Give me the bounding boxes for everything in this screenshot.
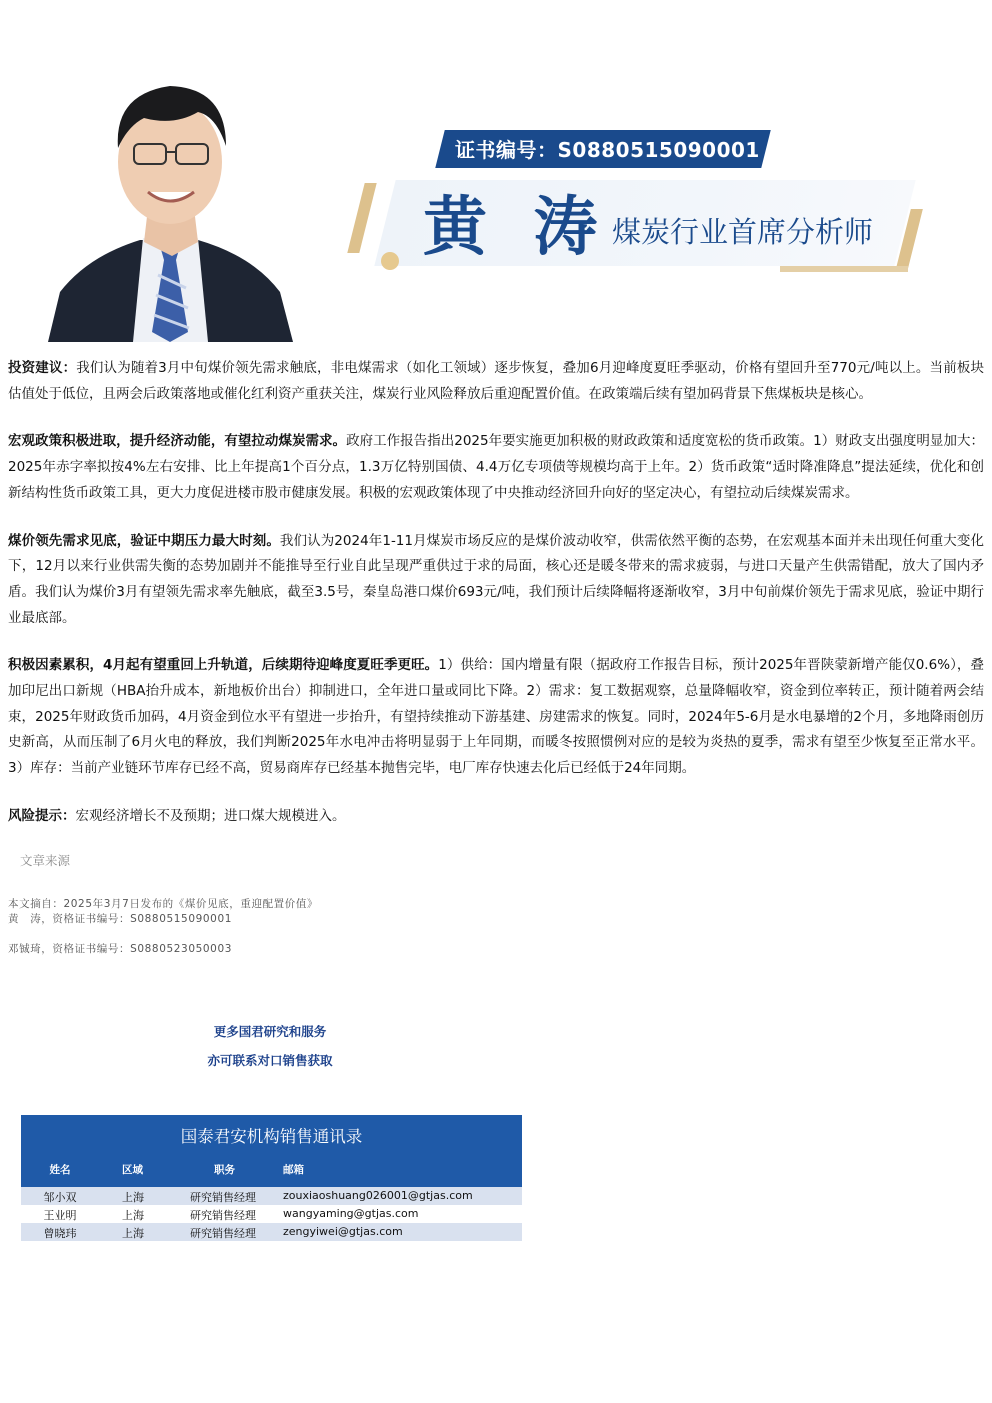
cell-position: 研究销售经理 xyxy=(190,1209,256,1222)
gold-accent-left xyxy=(347,183,376,253)
analyst-name: 黄 涛 xyxy=(423,190,610,265)
paragraph-lead: 风险提示： xyxy=(8,807,76,824)
cell-name: 邹小双 xyxy=(43,1191,77,1204)
analyst-banner xyxy=(0,0,992,345)
cell-region: 上海 xyxy=(122,1227,144,1240)
paragraph-text: 我们认为2024年1-11月煤炭市场反应的是煤价波动收窄，供需依然平衡的态势，在宏观基本面并未出现任何重大变化下，12月以来行业供需失衡的态势加剧并不能推导至行业自此呈现严重供过于求的局面，核心还是暖冬带来的需求疲弱，与进口天量产生供需错配，放大了国内矛盾。我们认为煤价3月有望领先需求率先触底，截至3.5号，秦皇岛港口煤价693元/吨，我们预计后续降幅将逐渐收窄，3月中旬前煤价领先于需求见底，验证中期行业最底部。 xyxy=(8,532,985,626)
paragraph-lead: 宏观政策积极进取，提升经济动能，有望拉动煤炭需求。 xyxy=(8,433,347,450)
cell-position: 研究销售经理 xyxy=(190,1191,256,1204)
table-row xyxy=(21,1223,522,1241)
table-header xyxy=(21,1115,522,1187)
column-header-email: 邮箱 xyxy=(283,1164,304,1176)
sales-directory-table xyxy=(21,1115,522,1241)
paragraph-text: 宏观经济增长不及预期；进口煤大规模进入。 xyxy=(75,807,346,824)
paragraph-text: 1）供给：国内增量有限（据政府工作报告目标，预计2025年晋陕蒙新增产能仅0.6%），叠加印尼出口新规（HBA抬升成本，新地板价出台）抑制进口，全年进口量或同比下降。2）需求：复工数据观察，总量降幅收窄，资金到位率转正，预计随着两会结束，2025年财政货币加码，4月资金到位水平有望进一步抬升，有望持续推动下游基建、房建需求的恢复。同时，2024年5-6月是水电暴增的2个月，多地降雨创历史新高，从而压制了6月火电的释放，我们判断2025年水电冲击将明显弱于上年同期，而暖冬按照惯例对应的是较为炎热的夏季，需求有望至少恢复至正常水平。3）库存：当前产业链环节库存已经不高，贸易商库存已经基本抛售完毕，电厂库存快速去化后已经低于24年同期。 xyxy=(8,657,984,777)
paragraph-price-bottom xyxy=(8,529,984,632)
source-analyst-1: 黄 涛，资格证书编号：S0880515090001 xyxy=(8,913,233,925)
cell-region: 上海 xyxy=(122,1209,144,1222)
paragraph-risk-warning xyxy=(8,804,984,830)
cell-region: 上海 xyxy=(122,1191,144,1204)
cell-email[interactable]: zengyiwei@gtjas.com xyxy=(283,1225,403,1238)
cell-name: 王业明 xyxy=(43,1209,77,1222)
cert-number: 证书编号：S0880515090001 xyxy=(455,138,760,162)
source-excerpt: 本文摘自：2025年3月7日发布的《煤价见底，重迎配置价值》 xyxy=(8,898,319,910)
column-header-region: 区域 xyxy=(122,1164,143,1176)
paragraph-positive-factors xyxy=(8,653,984,782)
cell-position: 研究销售经理 xyxy=(190,1227,256,1240)
table-row xyxy=(21,1205,522,1223)
paragraph-lead: 投资建议： xyxy=(8,360,77,376)
table-title: 国泰君安机构销售通讯录 xyxy=(180,1127,363,1146)
column-header-name: 姓名 xyxy=(49,1164,71,1176)
paragraph-lead: 积极因素累积，4月起有望重回上升轨道，后续期待迎峰度夏旺季更旺。 xyxy=(8,657,439,674)
paragraph-lead: 煤价领先需求见底，验证中期压力最大时刻。 xyxy=(8,532,280,549)
paragraph-investment-advice xyxy=(8,356,984,407)
contact-line-1: 更多国君研究和服务 xyxy=(213,1024,327,1039)
contact-line-2: 亦可联系对口销售获取 xyxy=(207,1053,333,1068)
paragraph-text: 政府工作报告指出2025年要实施更加积极的财政政策和适度宽松的货币政策。1）财政支出强度明显加大：2025年赤字率拟按4%左右安排、比上年提高1个百分点，1.3万亿特别国债、4.4万亿专项债等规模均高于上年。2）货币政策“适时降准降息”提法延续，优化和创新结构性货币政策工具，更大力度促进楼市股市健康发展。积极的宏观政策体现了中央推动经济回升向好的坚定决心，有望拉动后续煤炭需求。 xyxy=(8,433,985,501)
cell-email[interactable]: wangyaming@gtjas.com xyxy=(283,1207,419,1220)
column-header-position: 职务 xyxy=(214,1164,235,1176)
cell-email[interactable]: zouxiaoshuang026001@gtjas.com xyxy=(283,1189,473,1202)
analyst-photo xyxy=(48,70,293,342)
source-label: 文章来源 xyxy=(20,853,71,868)
cell-name: 曾晓玮 xyxy=(43,1227,77,1240)
analyst-title: 煤炭行业首席分析师 xyxy=(612,215,874,249)
article-body xyxy=(8,356,984,852)
gold-accent-bottom xyxy=(780,266,908,272)
source-analyst-2: 邓铖琦，资格证书编号：S0880523050003 xyxy=(8,943,233,955)
paragraph-text: 我们认为随着3月中旬煤价领先需求触底，非电煤需求（如化工领域）逐步恢复，叠加6月迎峰度夏旺季驱动，价格有望回升至770元/吨以上。当前板块估值处于低位，且两会后政策落地或催化红利资产重获关注，煤炭行业风险释放后重迎配置价值。在政策端后续有望加码背景下焦煤板块是核心。 xyxy=(8,360,985,402)
gold-dot xyxy=(381,252,399,270)
table-row xyxy=(21,1187,522,1205)
paragraph-macro-policy xyxy=(8,429,984,506)
